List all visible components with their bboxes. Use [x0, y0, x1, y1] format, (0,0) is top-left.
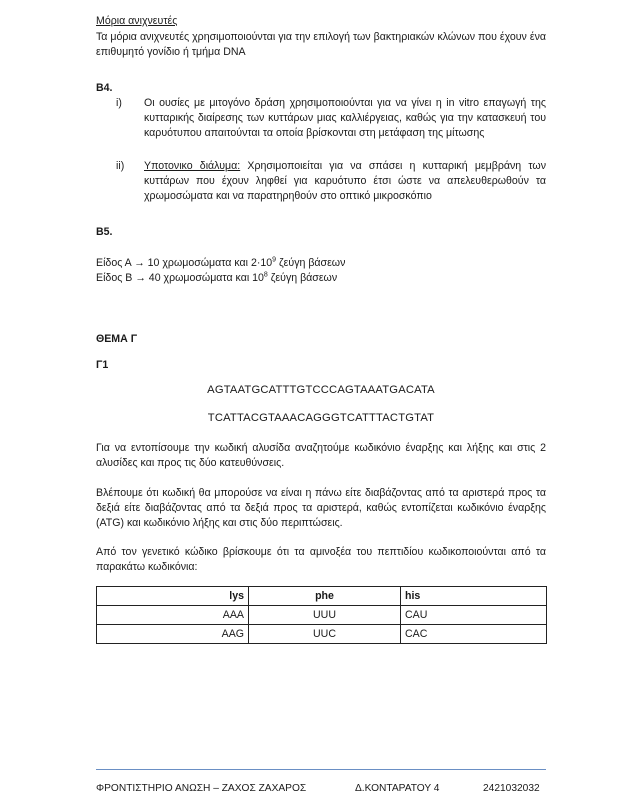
dna-strand-bottom: TCATTACGTAAACAGGGTCATTTACTGTAT	[207, 412, 435, 424]
b4-item-2-body: Χρησιμοποιείται για να σπάσει η κυτταρική μεμβράνη των κυττάρων που έχουν ληφθεί για καρυότυπο έτσι ώστε να απελευθερωθούν τα χρωμοσώματα και να παρατηρηθούν στο οπτικό μικροσκόπιο	[144, 160, 546, 202]
paragraph-coding-strand-conclusion: Βλέπουμε ότι κωδική θα μπορούσε να είναι η πάνω είτε διαβάζοντας από τα αριστερά προς τα δεξιά είτε διαβάζοντας από τα δεξιά προς τα αριστερά, καθώς εντοπίζεται κωδικόνιο έναρξης (ATG) και κωδικόνιο λήξης και στις δύο περιπτώσεις.	[96, 487, 546, 529]
table-row	[97, 625, 547, 644]
b5-species-a	[96, 256, 345, 271]
table-cell: AAA	[97, 606, 249, 625]
table-row	[97, 606, 547, 625]
b4-item-1	[96, 96, 546, 156]
footer-school-name: ΦΡΟΝΤΙΣΤΗΡΙΟ ΑΝΩΣΗ – ΖΑΧΟΣ ΖΑΧΑΡΟΣ	[96, 783, 307, 794]
b5-species-a-exponent: 9	[272, 256, 277, 264]
table-header-row	[97, 587, 547, 606]
b5-species-a-suffix: ζεύγη βάσεων	[276, 257, 346, 269]
probes-paragraph: Τα μόρια ανιχνευτές χρησιμοποιούνται για την επιλογή των βακτηριακών κλώνων που έχουν ένα επιθυμητό γονίδιο ή τμήμα DNA	[96, 31, 546, 58]
table-cell: UUU	[249, 606, 401, 625]
document-page	[96, 0, 546, 802]
footer-phone: 2421032032	[483, 783, 540, 794]
table-cell: CAU	[401, 606, 547, 625]
b5-label: Β5.	[96, 226, 113, 238]
dna-strand-top: AGTAATGCATTTGTCCCAGTAAATGACATA	[207, 384, 435, 396]
table-header-cell: phe	[249, 587, 401, 606]
g1-label: Γ1	[96, 359, 109, 371]
table-cell: AAG	[97, 625, 249, 644]
table-header-cell: lys	[97, 587, 249, 606]
b4-item-1-number: i)	[116, 97, 122, 109]
b4-item-2-term: Υποτονικο διάλυμα:	[144, 160, 241, 172]
b5-species-b-text: Είδος Β → 40 χρωμοσώματα και 10	[96, 272, 264, 284]
paragraph-genetic-code: Από τον γενετικό κώδικο βρίσκουμε ότι τα αμινοξέα του πεπτιδίου κωδικοποιούνται από τα παρακάτω κωδικόνια:	[96, 546, 546, 573]
section-heading-probes: Μόρια ανιχνευτές	[96, 15, 178, 27]
b4-item-1-text: Οι ουσίες με μιτογόνο δράση χρησιμοποιούνται για να γίνει η in vitro επαγωγή της κυτταρικής διαίρεσης των κυττάρων μιας καλλιέργειας, καθώς για την κατασκευή του καρυότυπου απαιτούνται τα οποία βρίσκονται στη μετάφαση της μίτωσης	[144, 97, 546, 139]
table-header-cell: his	[401, 587, 547, 606]
footer-address: Δ.ΚΟΝΤΑΡΑΤΟΥ 4	[355, 783, 440, 794]
theme-c-title: ΘΕΜΑ Γ	[96, 333, 138, 345]
paragraph-coding-strand-search: Για να εντοπίσουμε την κωδική αλυσίδα αναζητούμε κωδικόνιο έναρξης και λήξης και στις 2 αλυσίδες και προς τις δύο κατευθύνσεις.	[96, 442, 546, 469]
table-cell: CAC	[401, 625, 547, 644]
b5-species-b-exponent: 8	[263, 271, 268, 279]
b5-species-a-text: Είδος Α → 10 χρωμοσώματα και 2·10	[96, 257, 273, 269]
b4-item-2	[96, 159, 546, 219]
b4-label: Β4.	[96, 82, 113, 94]
b4-item-2-text	[144, 159, 546, 204]
b5-species-b	[96, 271, 337, 286]
footer-divider	[96, 769, 546, 770]
b5-species-b-suffix: ζεύγη βάσεων	[267, 272, 338, 284]
b4-item-2-number: ii)	[116, 160, 125, 172]
codon-table	[96, 586, 547, 644]
table-cell: UUC	[249, 625, 401, 644]
